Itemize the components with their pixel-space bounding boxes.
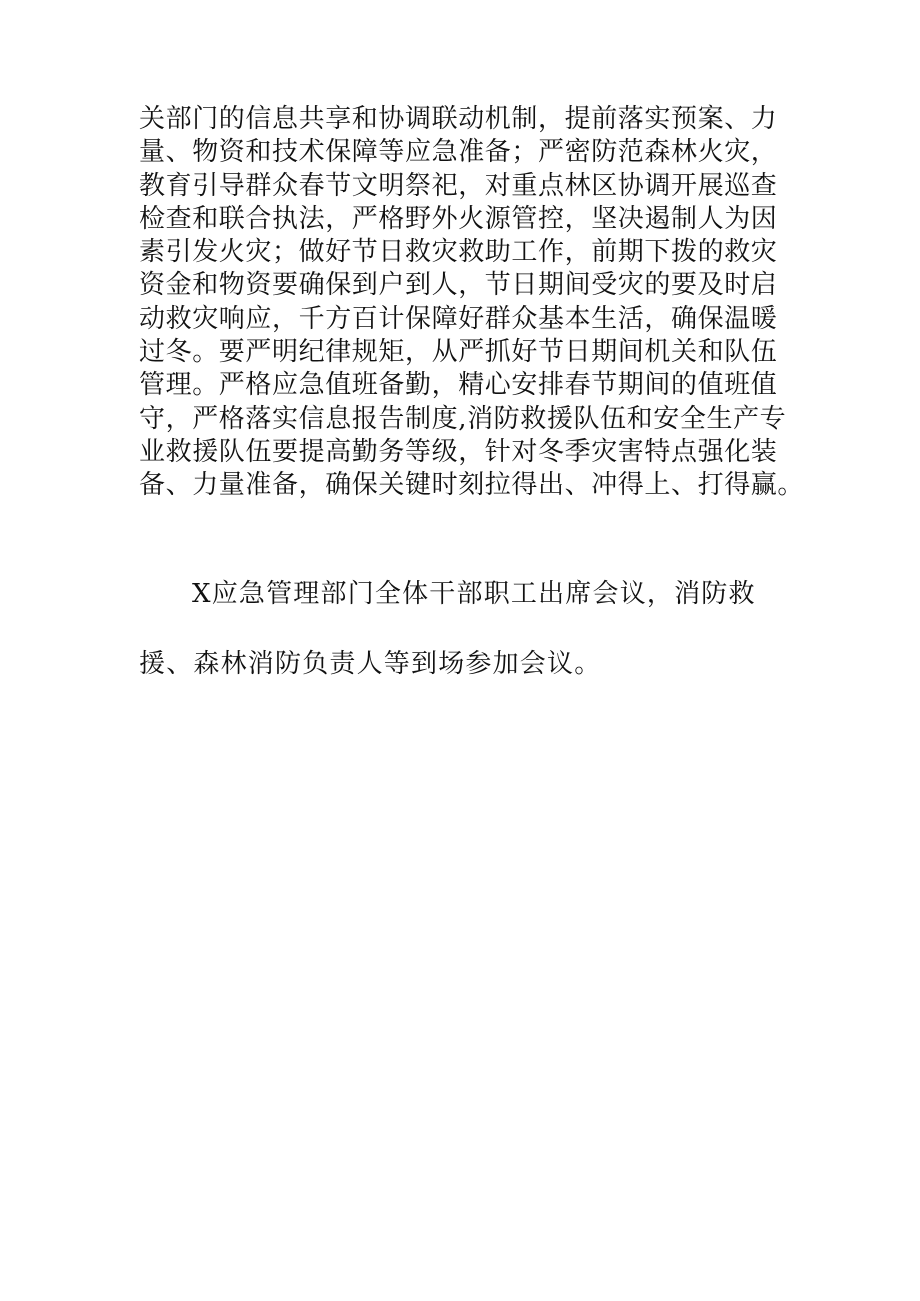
paragraph-line: 资金和物资要确保到户到人，节日期间受灾的要及时启 bbox=[139, 270, 778, 301]
paragraph-line: 教育引导群众春节文明祭祀，对重点林区协调开展巡查 bbox=[139, 170, 778, 201]
paragraph-line: 素引发火灾；做好节日救灾救助工作，前期下拨的救灾 bbox=[139, 237, 778, 268]
closing-paragraph-line-2: 援、森林消防负责人等到场参加会议。 bbox=[139, 649, 602, 679]
paragraph-line: 备、力量准备，确保关键时刻拉得出、冲得上、打得赢。 bbox=[139, 470, 805, 501]
paragraph-line: 检查和联合执法，严格野外火源管控，坚决遏制人为因 bbox=[139, 203, 778, 234]
paragraph-line: 关部门的信息共享和协调联动机制，提前落实预案、力 bbox=[139, 104, 778, 134]
paragraph-line: 业救援队伍要提高勤务等级，针对冬季灾害特点强化装 bbox=[139, 436, 778, 467]
paragraph-line: 动救灾响应，千方百计保障好群众基本生活，确保温暖 bbox=[139, 303, 778, 334]
paragraph-line: 过冬。要严明纪律规矩，从严抓好节日期间机关和队伍 bbox=[139, 337, 778, 368]
body-paragraph bbox=[139, 103, 805, 503]
paragraph-line: 量、物资和技术保障等应急准备；严密防范森林火灾， bbox=[139, 137, 778, 168]
closing-paragraph-line-1: X应急管理部门全体干部职工出席会议，消防救 bbox=[192, 579, 756, 609]
paragraph-line: 守，严格落实信息报告制度,消防救援队伍和安全生产专 bbox=[139, 403, 787, 434]
paragraph-line: 管理。严格应急值班备勤，精心安排春节期间的值班值 bbox=[139, 370, 778, 401]
